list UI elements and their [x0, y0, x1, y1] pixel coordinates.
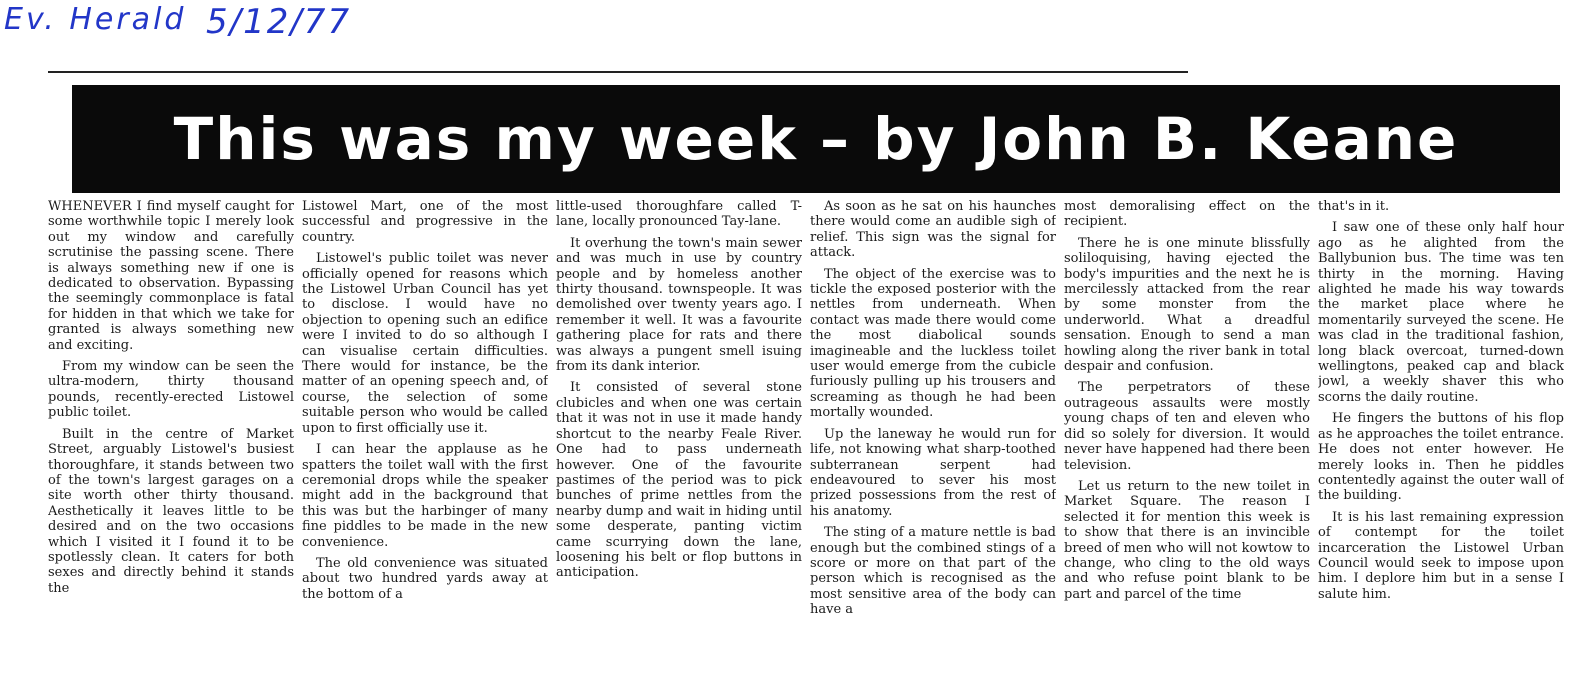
headline-banner: [72, 85, 1560, 193]
paragraph: Let us return to the new toilet in Market Square. The reason I selected it for mention this week is to show that there is an invincible breed of men who will not kowtow to change, who cling to the old ways and who refuse point blank to be part and parcel of the time: [1064, 478, 1310, 602]
paragraph: It consisted of several stone clubicles and when one was certain that it was not in use it made handy shortcut to the nearby Feale River. One had to pass underneath however. One of the favourite pastimes of the period was to pick bunches of prime nettles from the nearby dump and wait in hiding until some desperate, panting victim came scurrying down the lane, loosening his belt or flop buttons in anticipation.: [556, 380, 802, 581]
column-4: [810, 199, 1056, 669]
handwritten-date-note: 5/12/77: [206, 2, 352, 42]
paragraph: It overhung the town's main sewer and was much in use by country people and by homeless another thirty thousand. townspeople. It was demolished over twenty years ago. I remember it well. It was a favourite gathering place for rats and there was always a pungent smell isuing from its dank interior.: [556, 235, 802, 375]
paragraph: The object of the exercise was to tickle the exposed posterior with the nettles from underneath. When contact was made there would come the most diabolical sounds imagineable and the luckless toilet user would emerge from the cubicle furiously pulling up his trousers and screaming as though he had been mortally wounded.: [810, 266, 1056, 421]
paragraph: WHENEVER I find myself caught for some worthwhile topic I merely look out my window and carefully scrutinise the passing scene. There is always something new if one is dedicated to observation. Bypassing the seemingly commonplace is fatal for hidden in that which we take for granted is always something new and exciting.: [48, 199, 294, 353]
paragraph: little-used thoroughfare called T-lane, locally pronounced Tay-lane.: [556, 199, 802, 230]
column-6: [1318, 199, 1564, 669]
top-rule: [48, 71, 1188, 73]
paragraph: Up the laneway he would run for life, not knowing what sharp-toothed subterranean serpent had endeavoured to sever his most prized possessions from the rest of his anatomy.: [810, 426, 1056, 519]
paragraph: The old convenience was situated about two hundred yards away at the bottom of a: [302, 555, 548, 602]
headline: This was my week – by John B. Keane: [173, 105, 1459, 173]
handwritten-publication-note: Ev. Herald: [4, 2, 187, 37]
column-5: [1064, 199, 1310, 669]
paragraph: He fingers the buttons of his flop as he approaches the toilet entrance. He does not enter however. He merely looks in. Then he piddles contentedly against the outer wall of the building.: [1318, 411, 1564, 504]
paragraph: Built in the centre of Market Street, arguably Listowel's busiest thoroughfare, it stands between two of the town's largest garages on a site worth other thirty thousand. Aesthetically it leaves little to be desired and on the two occasions which I visited it I found it to be spotlessly clean. It caters for both sexes and directly behind it stands the: [48, 426, 294, 596]
paragraph: From my window can be seen the ultra-modern, thirty thousand pounds, recently-erected Listowel public toilet.: [48, 359, 294, 421]
paragraph: I saw one of these only half hour ago as he alighted from the Ballybunion bus. The time was ten thirty in the morning. Having alighted he made his way towards the market place where he momentarily surveyed the scene. He was clad in the traditional fashion, long black overcoat, turned-down wellingtons, peaked cap and black jowl, a weekly shaver this who scorns the daily routine.: [1318, 220, 1564, 405]
paragraph: As soon as he sat on his haunches there would come an audible sigh of relief. This sign was the signal for attack.: [810, 199, 1056, 261]
paragraph: that's in it.: [1318, 199, 1390, 214]
paragraph: There he is one minute blissfully soliloquising, having ejected the body's impurities and the next he is mercilessly attacked from the rear by some monster from the underworld. What a dreadful sensation. Enough to send a man howling along the river bank in total despair and confusion.: [1064, 235, 1310, 375]
paragraph: Listowel's public toilet was never officially opened for reasons which the Listowel Urban Council has yet to disclose. I would have no objection to opening such an edifice were I invited to do so although I can visualise certain difficulties. There would for instance, be the matter of an opening speech and, of course, the selection of some suitable person who would be called upon to first officially use it.: [302, 251, 548, 436]
paragraph: I can hear the applause as he spatters the toilet wall with the first ceremonial drops while the speaker might add in the background that this was but the harbinger of many fine piddles to be made in the new convenience.: [302, 442, 548, 550]
paragraph: The perpetrators of these outrageous assaults were mostly young chaps of ten and eleven who did so solely for diversion. It would never have happened had there been television.: [1064, 380, 1310, 473]
column-3: [556, 199, 802, 669]
column-1: [48, 199, 294, 669]
paragraph: The sting of a mature nettle is bad enough but the combined stings of a score or more on that part of the person which is recognised as the most sensitive area of the body can have a: [810, 525, 1056, 618]
paragraph: It is his last remaining expression of contempt for the toilet incarceration the Listowel Urban Council would seek to impose upon him. I deplore him but in a sense I salute him.: [1318, 509, 1564, 602]
column-2: [302, 199, 548, 669]
paragraph: most demoralising effect on the recipient.: [1064, 199, 1310, 230]
paragraph: Listowel Mart, one of the most successful and progressive in the country.: [302, 199, 548, 245]
article-body: [48, 199, 1568, 669]
